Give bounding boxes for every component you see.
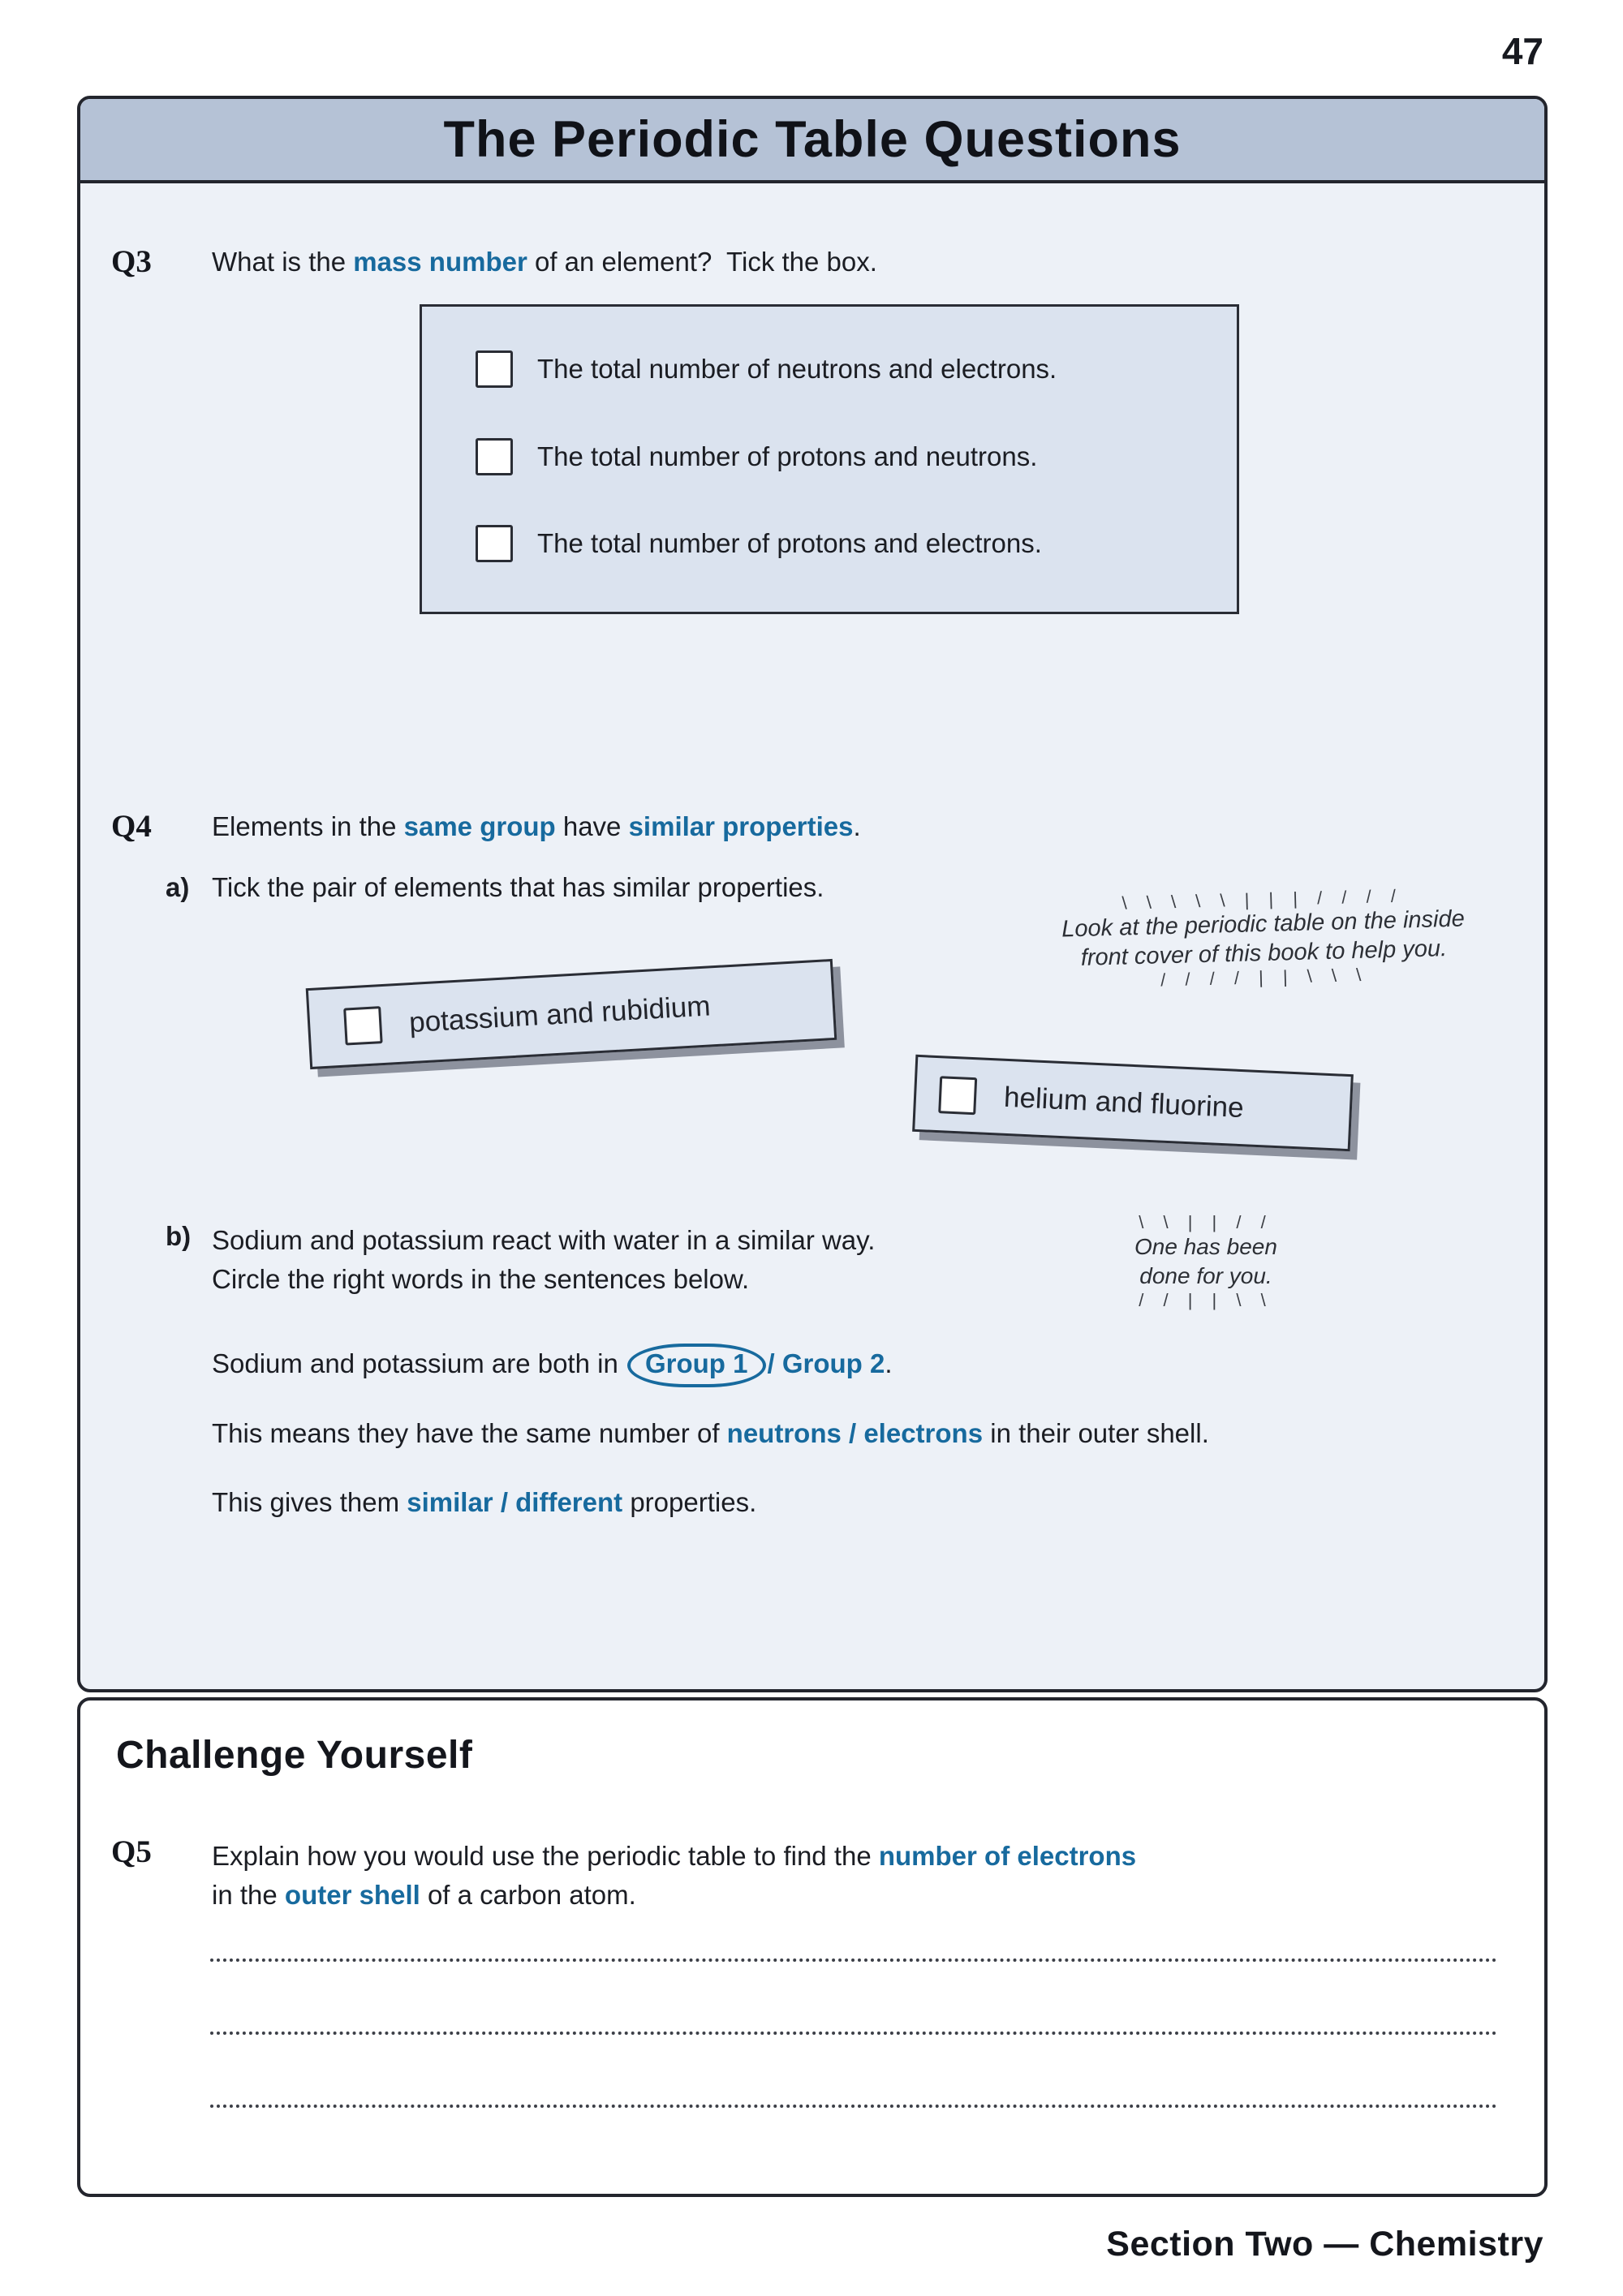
checkbox-potassium-rubidium[interactable]: [343, 1006, 382, 1045]
sentence3-pre: This gives them: [212, 1487, 407, 1517]
sentence1-end: .: [885, 1348, 893, 1378]
q4a-instruction: Tick the pair of elements that has similar properties.: [212, 872, 824, 902]
footer-section-label: Section Two — Chemistry: [1106, 2225, 1543, 2264]
q4-label: Q4: [111, 809, 152, 844]
answer-line-3[interactable]: [210, 2105, 1497, 2108]
same-group-highlight: same group: [403, 811, 556, 841]
choice-group-2: Group 2: [781, 1348, 885, 1378]
q5-question-line2: [212, 1876, 1478, 1915]
challenge-heading: Challenge Yourself: [116, 1734, 473, 1777]
sentence1-pre: Sodium and potassium are both in: [212, 1348, 626, 1378]
dash-decoration-bottom: / / / / | | \ \ \: [1160, 964, 1369, 991]
similar-properties-highlight: similar properties: [628, 811, 854, 841]
questions-panel: [77, 96, 1548, 1692]
q4a-label: a): [166, 872, 190, 902]
option-label-helium-fluorine: helium and fluorine: [1003, 1081, 1245, 1124]
challenge-panel: [77, 1697, 1548, 2197]
q3-option-label-1: The total number of neutrons and electrons.: [537, 354, 1057, 384]
q3-option-row-1: [476, 350, 1057, 388]
q4b-instruction-line2: Circle the right words in the sentences below.: [212, 1264, 750, 1294]
q3-question-pre: What is the: [212, 247, 354, 277]
q4b-instruction-line1: Sodium and potassium react with water in a similar way.: [212, 1225, 876, 1255]
checkbox-protons-neutrons[interactable]: [476, 438, 513, 475]
q3-option-label-2: The total number of protons and neutrons.: [537, 441, 1038, 471]
checkbox-neutrons-electrons[interactable]: [476, 350, 513, 388]
page-number: 47: [1501, 30, 1543, 72]
checkbox-helium-fluorine[interactable]: [938, 1076, 977, 1115]
choice-neutrons-electrons: neutrons / electrons: [726, 1418, 984, 1448]
sentence-group-choice: [212, 1348, 893, 1381]
circled-answer-group-1: Group 1: [627, 1344, 766, 1387]
note-hint-line2: front cover of this book to help you.: [1080, 935, 1448, 971]
answer-line-1[interactable]: [210, 1958, 1497, 1962]
q5-label: Q5: [111, 1834, 152, 1869]
q4-question-mid: have: [555, 811, 629, 841]
q3-options-box: [420, 304, 1239, 614]
sentence2-post: in their outer shell.: [983, 1418, 1209, 1448]
sentence-properties-choice: [212, 1487, 756, 1518]
q4b-instruction: [212, 1221, 875, 1299]
note-periodic-table-hint: [979, 883, 1548, 995]
q4-question-pre: Elements in the: [212, 811, 404, 841]
q4-question-end: .: [853, 811, 861, 841]
option-label-potassium-rubidium: potassium and rubidium: [408, 990, 712, 1039]
title-banner: [80, 99, 1544, 183]
page-title: The Periodic Table Questions: [443, 111, 1182, 168]
option-box-helium-fluorine: [912, 1055, 1354, 1151]
checkbox-protons-electrons[interactable]: [476, 525, 513, 562]
answer-line-2[interactable]: [210, 2032, 1497, 2035]
dash-decoration-bottom: / / | | \ \: [1139, 1290, 1273, 1310]
dash-decoration-top: \ \ | | / /: [1139, 1212, 1273, 1232]
note-hint-line1: Look at the periodic table on the inside: [1061, 905, 1466, 943]
q4b-label: b): [166, 1221, 192, 1251]
sentence-electron-choice: [212, 1418, 1209, 1449]
number-of-electrons-highlight: number of electrons: [878, 1841, 1137, 1871]
note-example-line1: One has been: [1134, 1234, 1277, 1259]
option-box-potassium-rubidium: [306, 959, 837, 1069]
sentence3-post: properties.: [622, 1487, 757, 1517]
q3-option-row-2: [476, 438, 1037, 475]
q4-question: [212, 811, 861, 842]
q5-question-line1: [212, 1837, 1478, 1876]
group-slash: /: [767, 1348, 782, 1378]
q3-label: Q3: [111, 244, 152, 279]
q3-option-label-3: The total number of protons and electrons.: [537, 528, 1042, 558]
q5-pre: Explain how you would use the periodic table to find the: [212, 1841, 879, 1871]
dash-decoration-top: \ \ \ \ \ | | | / / / /: [1121, 885, 1404, 914]
q5-line2-post: of a carbon atom.: [420, 1880, 636, 1910]
sentence2-pre: This means they have the same number of: [212, 1418, 727, 1448]
q3-question: [212, 247, 877, 277]
note-example-hint: [1072, 1213, 1340, 1310]
note-example-line2: done for you.: [1139, 1263, 1272, 1288]
q5-line2-pre: in the: [212, 1880, 285, 1910]
mass-number-highlight: mass number: [353, 247, 527, 277]
q3-option-row-3: [476, 525, 1042, 562]
choice-similar-different: similar / different: [407, 1487, 623, 1517]
q3-question-post: of an element? Tick the box.: [527, 247, 877, 277]
outer-shell-highlight: outer shell: [284, 1880, 420, 1910]
q5-question: [212, 1837, 1478, 1915]
